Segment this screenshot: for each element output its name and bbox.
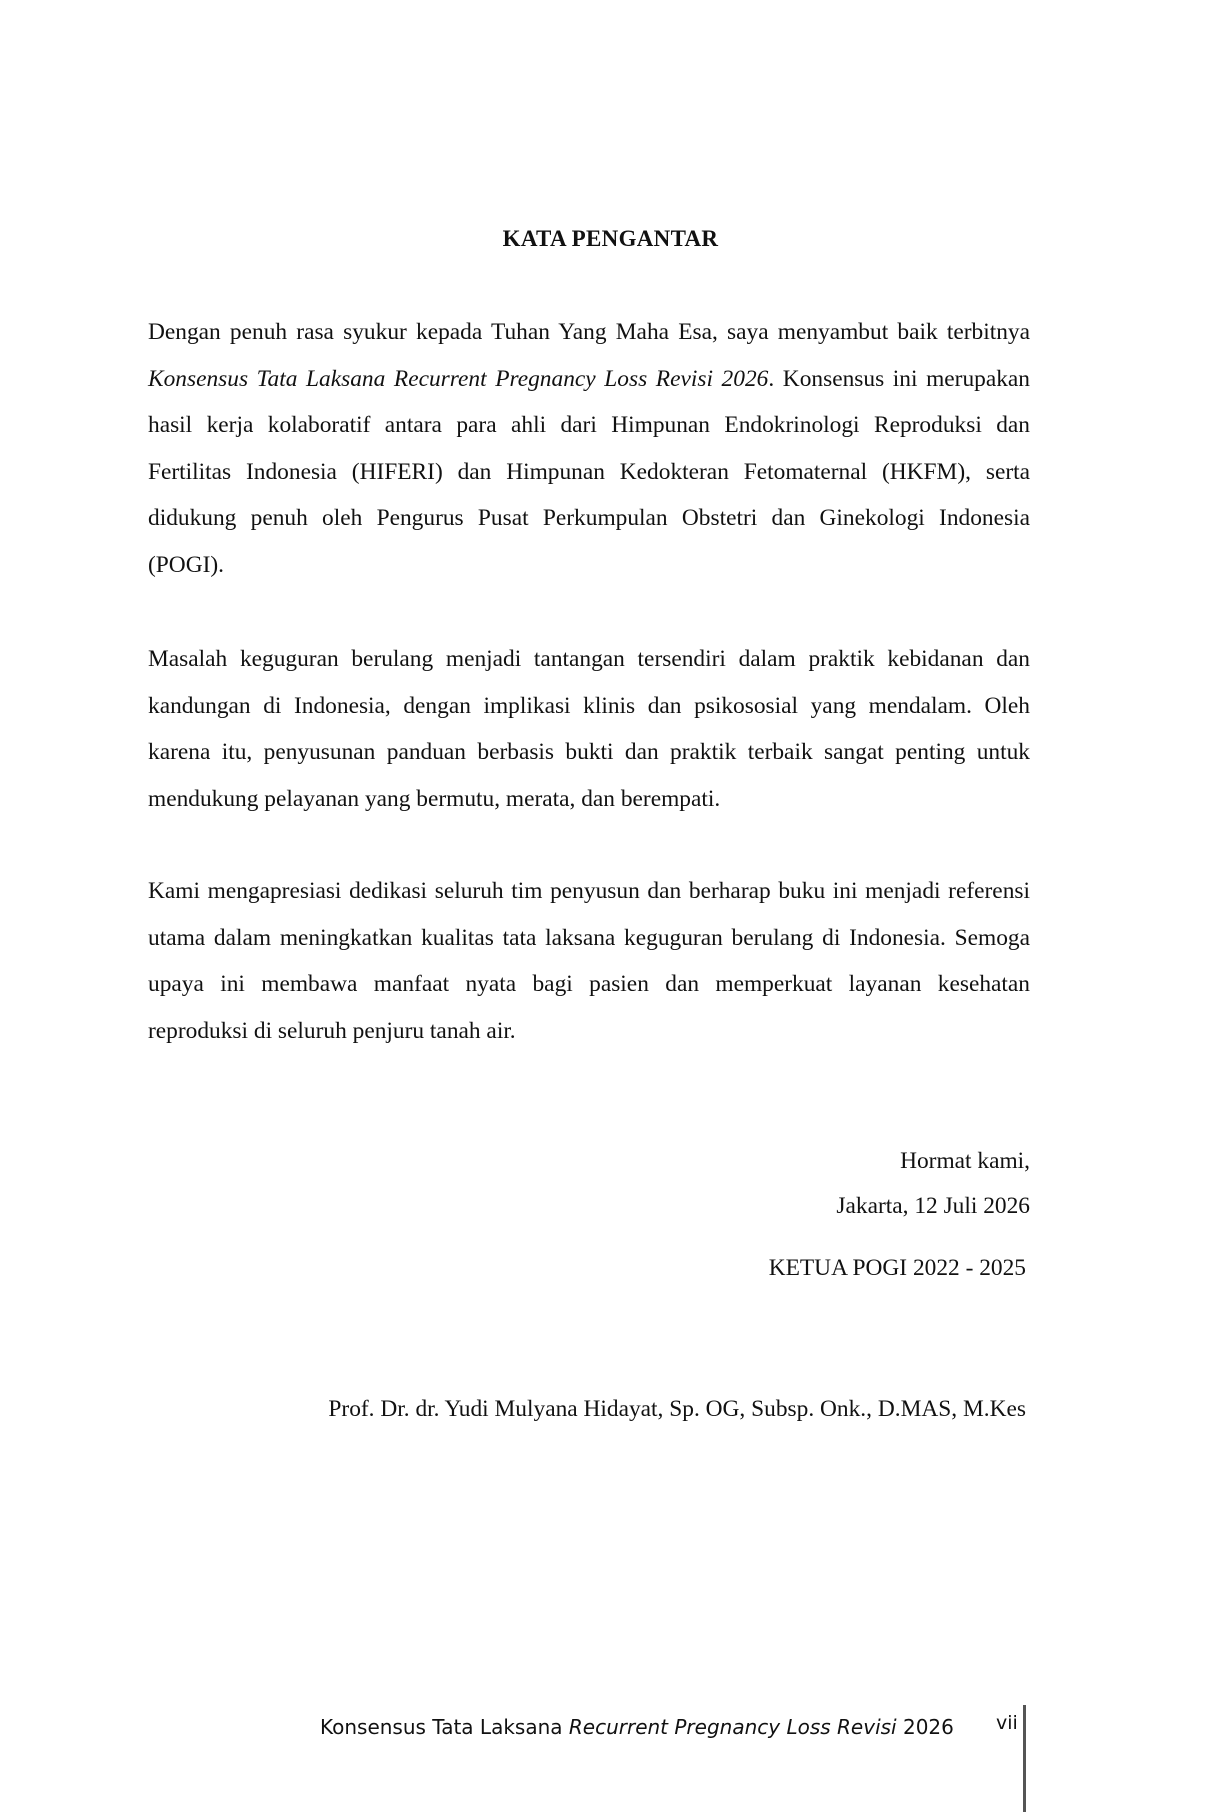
paragraph-problem-text: Masalah keguguran berulang menjadi tantangan tersendiri dalam praktik kebidanan dan kandungan di Indonesia, dengan implikasi klinis dan psikososial yang mendalam. Oleh karena itu, penyusunan panduan berbasis bukti dan praktik terbaik sangat penting untuk mendukung pelayanan yang bermutu, merata, dan berempati. xyxy=(148,646,1030,812)
paragraph-intro-text-after: . Konsensus ini merupakan hasil kerja kolaboratif antara para ahli dari Himpunan Endokrinologi Reproduksi dan Fertilitas Indonesia (HIFERI) dan Himpunan Kedokteran Fetomaternal (HKFM), serta didukung penuh oleh Pengurus Pusat Perkumpulan Obstetri dan Ginekologi Indonesia (POGI). xyxy=(148,365,1030,578)
footer-italic: Recurrent Pregnancy Loss Revisi xyxy=(568,1715,897,1739)
page-number: vii xyxy=(996,1712,1018,1734)
footer-suffix: 2026 xyxy=(896,1715,954,1739)
signature-position: KETUA POGI 2022 - 2025 xyxy=(768,1255,1026,1281)
signature-place-date: Jakarta, 12 Juli 2026 xyxy=(836,1193,1030,1219)
paragraph-appreciation-text: Kami mengapresiasi dedikasi seluruh tim penyusun dan berharap buku ini menjadi referensi utama dalam meningkatkan kualitas tata laksana keguguran berulang di Indonesia. Semoga upaya ini membawa manfaat nyata bagi pasien dan memperkuat layanan kesehatan reproduksi di seluruh penjuru tanah air. xyxy=(148,878,1030,1044)
book-title-italic: Konsensus Tata Laksana Recurrent Pregnancy Loss Revisi 2026 xyxy=(148,365,769,392)
signature-name: Prof. Dr. dr. Yudi Mulyana Hidayat, Sp. OG, Subsp. Onk., D.MAS, M.Kes xyxy=(328,1396,1026,1422)
paragraph-appreciation xyxy=(148,868,1030,1054)
page-title: KATA PENGANTAR xyxy=(502,226,719,251)
footer-divider xyxy=(1023,1705,1026,1812)
signature-closing: Hormat kami, xyxy=(900,1148,1030,1174)
paragraph-intro xyxy=(148,309,1030,588)
paragraph-problem xyxy=(148,636,1030,822)
footer-prefix: Konsensus Tata Laksana xyxy=(320,1715,569,1739)
running-footer xyxy=(320,1713,954,1741)
paragraph-intro-text-before: Dengan penuh rasa syukur kepada Tuhan Yang Maha Esa, saya menyambut baik terbitnya xyxy=(148,319,1030,345)
